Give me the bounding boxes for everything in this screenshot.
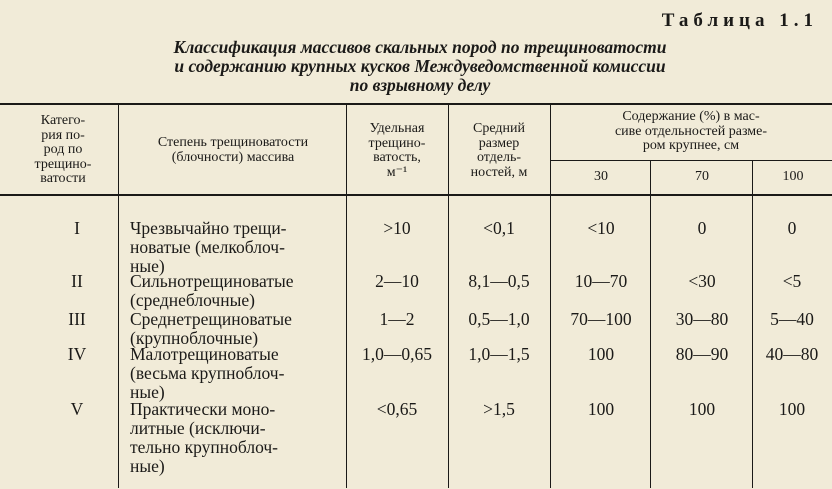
description-line: тельно крупноблоч-	[130, 437, 278, 457]
row-specific-fracturing: <0,65	[376, 399, 418, 419]
caption-line: по взрывному делу	[349, 75, 491, 95]
header-size-70: 70	[695, 169, 709, 184]
header-line: Удельная	[369, 121, 425, 136]
column-divider	[118, 104, 119, 488]
description-line: (весьма крупноблоч-	[130, 363, 285, 383]
header-size-100: 100	[782, 169, 804, 184]
row-content-100: 100	[778, 399, 806, 419]
header-line: Катего-	[40, 113, 86, 128]
row-content-70: <30	[688, 271, 716, 291]
row-category: I	[74, 218, 80, 238]
header-specific	[348, 122, 446, 180]
header-line: отдель-	[476, 150, 522, 165]
row-content-100: 40—80	[765, 344, 819, 364]
header-line: Средний	[473, 121, 525, 136]
header-degree	[122, 136, 344, 165]
row-mean-size: 0,5—1,0	[468, 309, 530, 329]
row-content-100: <5	[782, 271, 802, 291]
header-size-30: 30	[594, 169, 608, 184]
row-mean-size: 1,0—1,5	[468, 344, 530, 364]
header-line: трещино-	[368, 135, 426, 151]
header-line: м⁻¹	[386, 164, 408, 180]
row-content-30: 100	[587, 399, 615, 419]
row-description	[130, 310, 356, 348]
header-line: род по	[43, 142, 83, 157]
header-line: ватости	[40, 171, 86, 186]
row-content-30: 100	[587, 344, 615, 364]
row-mean-size: >1,5	[483, 399, 515, 419]
header-content	[552, 110, 830, 154]
row-specific-fracturing: >10	[383, 218, 411, 238]
row-content-70: 100	[688, 399, 716, 419]
description-line: Чрезвычайно трещи-	[130, 218, 287, 238]
column-divider	[448, 104, 449, 488]
row-content-30: 10—70	[574, 271, 628, 291]
header-line: трещино-	[34, 156, 92, 172]
description-line: (крупноблочные)	[130, 328, 259, 348]
header-category	[12, 114, 114, 187]
row-content-30: 70—100	[570, 309, 632, 329]
header-mean-size	[450, 122, 548, 180]
header-line: сиве отдельностей разме-	[614, 123, 768, 139]
header-line: (блочности) массива	[171, 149, 295, 165]
description-line: (среднеблочные)	[130, 290, 255, 310]
header-line: размер	[478, 135, 520, 151]
row-specific-fracturing: 1—2	[379, 309, 415, 329]
row-category: II	[71, 271, 83, 291]
row-description	[130, 219, 356, 276]
header-line: Степень трещиноватости	[157, 135, 309, 150]
top-rule	[0, 103, 832, 105]
header-bottom-rule	[0, 194, 832, 196]
row-content-30: <10	[587, 218, 615, 238]
description-line: ные)	[130, 256, 165, 276]
table-label: Таблица 1.1	[661, 10, 818, 31]
description-line: Сильнотрещиноватые	[130, 271, 294, 291]
row-content-70: 30—80	[675, 309, 729, 329]
row-content-100: 5—40	[770, 309, 814, 329]
row-category: V	[70, 399, 84, 419]
header-line: ностей, м	[470, 164, 528, 180]
table-caption	[90, 38, 750, 95]
row-category: III	[68, 309, 86, 329]
column-divider	[550, 104, 551, 488]
row-content-100: 0	[787, 218, 797, 238]
caption-line: Классификация массивов скальных пород по трещиноватости	[173, 37, 667, 57]
row-mean-size: 8,1—0,5	[468, 271, 530, 291]
row-specific-fracturing: 1,0—0,65	[362, 344, 432, 364]
row-content-70: 0	[697, 218, 707, 238]
caption-line: и содержанию крупных кусков Междуведомственной комиссии	[174, 56, 666, 76]
description-line: литные (исключи-	[130, 418, 266, 438]
header-line: ром крупнее, см	[642, 138, 740, 153]
header-line: рия по-	[41, 127, 85, 143]
row-specific-fracturing: 2—10	[375, 271, 419, 291]
row-description	[130, 400, 356, 476]
header-line: Содержание (%) в мас-	[622, 109, 760, 124]
description-line: Малотрещиноватые	[130, 344, 279, 364]
description-line: ные)	[130, 456, 165, 476]
row-description	[130, 272, 356, 310]
description-line: Среднетрещиноватые	[130, 309, 292, 329]
description-line: ные)	[130, 382, 165, 402]
row-description	[130, 345, 356, 402]
row-content-70: 80—90	[675, 344, 729, 364]
row-category: IV	[67, 344, 87, 364]
subheader-rule	[550, 160, 832, 161]
header-line: ватость,	[373, 150, 421, 165]
description-line: новатые (мелкоблоч-	[130, 237, 285, 257]
description-line: Практически моно-	[130, 399, 276, 419]
row-mean-size: <0,1	[483, 218, 515, 238]
